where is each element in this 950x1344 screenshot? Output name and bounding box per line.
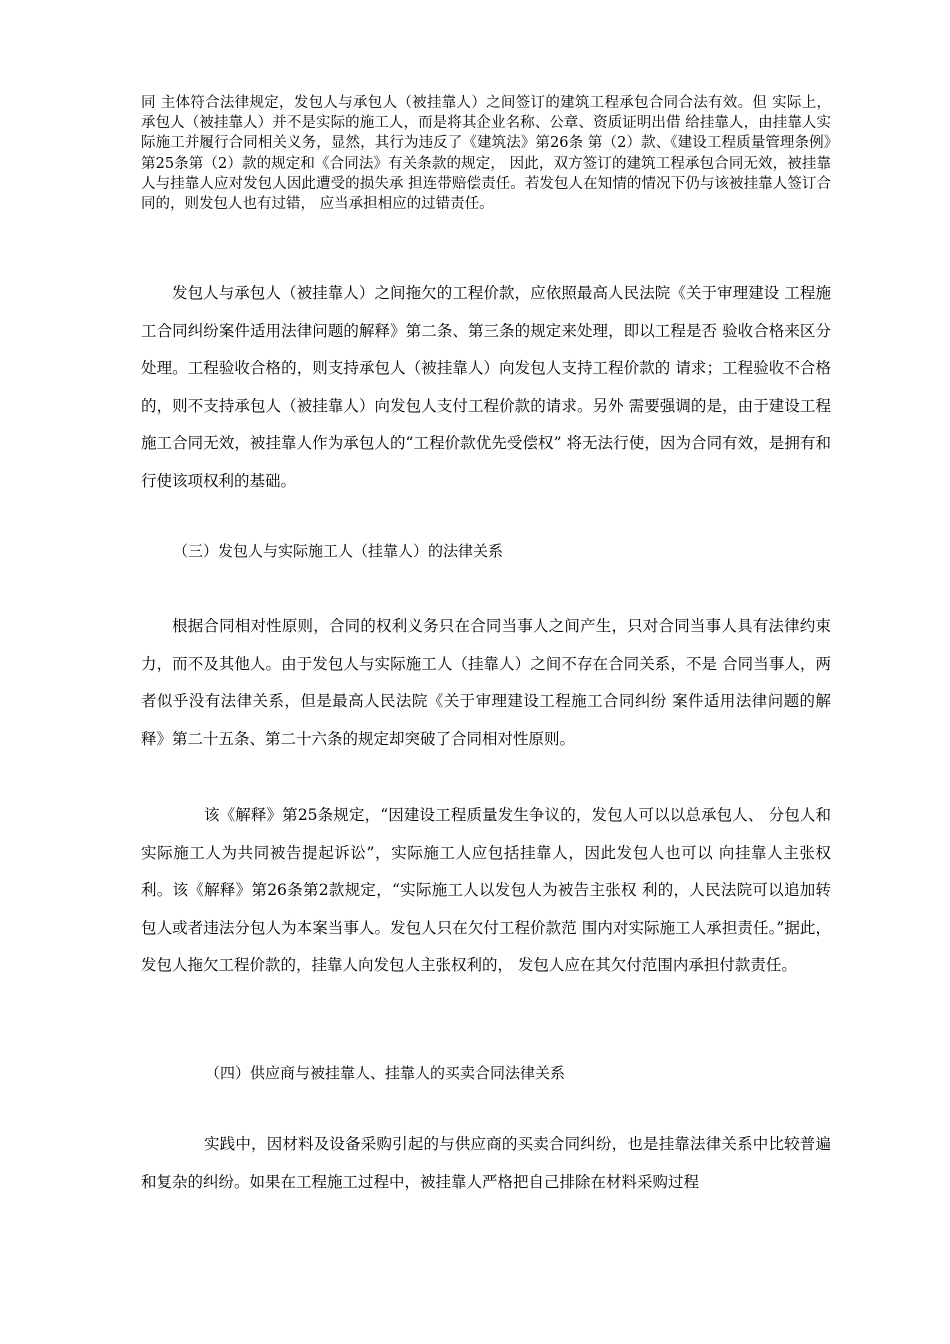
paragraph-contract-relativity: 根据合同相对性原则，合同的权利义务只在合同当事人之间产生，只对合同当事人具有法律约束力，而不及其他人。由于发包人与实际施工人（挂靠人）之间不存在合同关系，不是 合同当事人，两者似乎没有法律关系，但是最高人民法院《关于审理建设工程施工合同纠纷 案件适用法律问题的解释》第二十五条、第二十六条的规定却突破了合同相对性原则。 — [141, 617, 831, 748]
paragraph-supplier-disputes: 实践中，因材料及设备采购引起的与供应商的买卖合同纠纷，也是挂靠法律关系中比较普遍和复杂的纠纷。如果在工程施工过程中，被挂靠人严格把自己排除在材料采购过程 — [141, 1135, 831, 1191]
section-heading-4: （四）供应商与被挂靠人、挂靠人的买卖合同法律关系 — [205, 1064, 566, 1082]
section-heading-3: （三）发包人与实际施工人（挂靠人）的法律关系 — [173, 542, 504, 560]
paragraph-unpaid-project-price: 发包人与承包人（被挂靠人）之间拖欠的工程价款，应依照最高人民法院《关于审理建设 工程施工合同纠纷案件适用法律问题的解释》第二条、第三条的规定来处理，即以工程是否 验收合格来区分处理。工程验收合格的，则支持承包人（被挂靠人）向发包人支持工程价款的 请求；工程验收不合格的，则不支持承包人（被挂靠人）向发包人支付工程价款的请求。另外 需要强调的是，由于建设工程施工合同无效，被挂靠人作为承包人的“工程价款优先受偿权” 将无法行使，因为合同有效，是拥有和行使该项权利的基础。 — [141, 284, 831, 490]
paragraph-contract-validity: 同 主体符合法律规定，发包人与承包人（被挂靠人）之间签订的建筑工程承包合同合法有效。但 实际上，承包人（被挂靠人）并不是实际的施工人，而是将其企业名称、公章、资质证明出借 给挂靠人，由挂靠人实际施工并履行合同相关义务，显然，其行为违反了《建筑法》第26条 第（2）款、《建设工程质量管理条例》第25条第（2）款的规定和《合同法》有关条款的规定， 因此，双方签订的建筑工程承包合同无效，被挂靠人与挂靠人应对发包人因此遭受的损失承 担连带赔偿责任。若发包人在知情的情况下仍与该被挂靠人签订合同的，则发包人也有过错， 应当承担相应的过错责任。 — [141, 95, 831, 213]
paragraph-interpretation-articles: 该《解释》第25条规定，“因建设工程质量发生争议的，发包人可以以总承包人、 分包人和实际施工人为共同被告提起诉讼”，实际施工人应包括挂靠人，因此发包人也可以 向挂靠人主张权利。该《解释》第26条第2款规定，“实际施工人以发包人为被告主张权 利的，人民法院可以追加转包人或者违法分包人为本案当事人。发包人只在欠付工程价款范 围内对实际施工人承担责任。”据此，发包人拖欠工程价款的，挂靠人向发包人主张权利的， 发包人应在其欠付范围内承担付款责任。 — [141, 806, 831, 974]
